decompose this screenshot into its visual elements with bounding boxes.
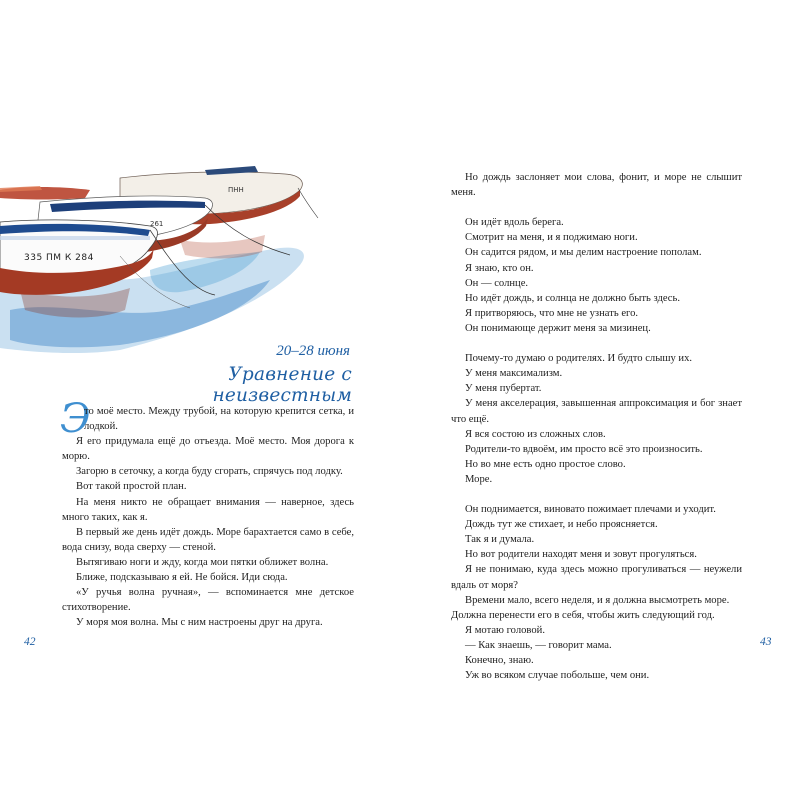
paragraph: Так я и думала. [465,534,535,546]
paragraph: Он — солнце. [465,277,529,289]
paragraph: У меня максимализм. [465,368,563,380]
paragraph: Но во мне есть одно простое слово. [465,458,626,470]
dropcap-letter: Э [60,396,91,442]
boat-label-pnn: ПНН [228,186,244,194]
paragraph: Должна перенести его в себя, чтобы жить следующий год. [451,609,715,621]
page-number-left: 42 [24,636,36,648]
paragraph: Море. [465,473,493,485]
paragraph: Я его придумала ещё до отъезда. Моё место. Моя дорога к морю. [62,436,354,463]
paragraph: Но идёт дождь, и солнца не должно быть здесь. [465,292,680,304]
paragraph: «У ручья волна ручная», — вспоминается мне детское стихотворение. [62,587,354,614]
paragraph: Смотрит на меня, и я поджимаю ноги. [465,232,638,244]
paragraph: Конечно, знаю. [465,655,534,666]
paragraph: Ближе, подсказываю я ей. Не бойся. Иди сюда. [76,572,288,584]
page-number-right: 43 [760,636,772,648]
paragraph: У меня акселерация, завышенная аппроксимация и бог знает что ещё. [451,398,742,425]
boat-label-main: 335 ПМ К 284 [24,253,94,263]
chapter-title: Уравнение с неизвестным [212,364,352,406]
paragraph: Времени мало, всего неделя, и я должна высмотреть море. [465,594,730,606]
chapter-date: 20–28 июня [276,343,350,359]
paragraph: Я вся состою из сложных слов. [465,428,606,440]
paragraph: Дождь тут же стихает, и небо проясняется. [465,519,658,531]
paragraph: Уж во всяком случае побольше, чем они. [465,670,650,682]
paragraph: У моря моя волна. Мы с ним настроены друг на друга. [76,617,323,629]
first-paragraph-text: то моё место. Между трубой, на которую крепится сетка, и лодкой. [84,406,354,433]
paragraph: Почему-то думаю о родителях. И будто слышу их. [465,353,693,365]
paragraph: Но вот родители находят меня и зовут прогуляться. [465,549,697,561]
paragraph: В первый же день идёт дождь. Море барахтается само в себе, вода снизу, вода сверху — стеной. [62,526,354,553]
paragraph: У меня пубертат. [465,383,542,395]
paragraph: Вытягиваю ноги и жду, когда мои пятки оближет волна. [76,556,329,568]
paragraph: Но дождь заслоняет мои слова, фонит, и море не слышит меня. [451,172,742,199]
boats-watercolor-illustration [0,160,325,355]
right-page-text [451,170,742,683]
first-paragraph [60,396,354,442]
left-page-text [60,396,354,630]
paragraph: Я мотаю головой. [465,624,545,636]
paragraph: Я притворяюсь, что мне не узнать его. [465,307,639,319]
paragraph: — Как знаешь, — говорит мама. [465,639,612,651]
paragraph: Я знаю, кто он. [465,262,534,274]
paragraph: Загорю в сеточку, а когда буду сгорать, спрячусь под лодку. [76,466,343,478]
paragraph: Вот такой простой план. [76,481,187,493]
boat-label-261: 261 [150,220,164,228]
paragraph: Он идёт вдоль берега. [465,217,564,229]
paragraph: Он понимающе держит меня за мизинец. [465,322,651,334]
paragraph: Родители-то вдвоём, им просто всё это произносить. [465,443,703,455]
paragraph: Я не понимаю, куда здесь можно прогуливаться — неужели вдаль от моря? [451,564,742,591]
paragraph: Он поднимается, виновато пожимает плечами и уходит. [465,504,716,516]
paragraph: На меня никто не обращает внимания — наверное, здесь много таких, как я. [62,496,354,523]
paragraph: Он садится рядом, и мы делим настроение пополам. [465,247,702,259]
